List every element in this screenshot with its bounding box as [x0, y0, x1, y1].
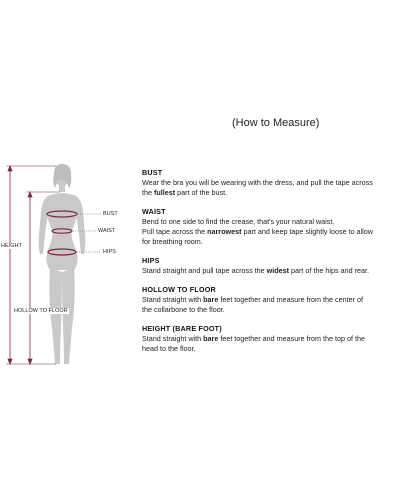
- section-body: [142, 334, 400, 354]
- body-line: [142, 188, 400, 198]
- body-line: [142, 305, 400, 315]
- emphasis-text: fullest: [154, 188, 176, 197]
- section-hips: [142, 256, 400, 276]
- body-text: for breathing room.: [142, 237, 203, 246]
- bust-label: BUST: [103, 211, 118, 217]
- height-label: HEIGHT: [1, 243, 22, 249]
- body-text: head to the floor.: [142, 344, 196, 353]
- body-line: [142, 266, 400, 276]
- body-line: [142, 237, 400, 247]
- section-heading: HEIGHT (BARE FOOT): [142, 324, 222, 333]
- section-waist: [142, 207, 400, 247]
- section-heading: WAIST: [142, 207, 166, 216]
- body-text: Wear the bra you will be wearing with the dress, and pull the tape across: [142, 178, 373, 187]
- waist-label: WAIST: [98, 228, 116, 234]
- body-text: the: [142, 188, 154, 197]
- section-body: [142, 178, 400, 198]
- emphasis-text: bare: [203, 295, 219, 304]
- emphasis-text: bare: [203, 334, 219, 343]
- section-body: [142, 266, 400, 276]
- hips-label: HIPS: [103, 249, 116, 255]
- body-line: [142, 178, 400, 188]
- body-line: [142, 344, 400, 354]
- body-silhouette: [39, 164, 86, 364]
- body-text: feet together and measure from the center of: [218, 295, 363, 304]
- body-text: Stand straight and pull tape across the: [142, 266, 267, 275]
- section-height: [142, 324, 400, 354]
- body-text: Stand straight with: [142, 334, 204, 343]
- measurement-instructions: [142, 168, 400, 363]
- section-heading: HIPS: [142, 256, 160, 265]
- section-body: [142, 217, 400, 247]
- page-title: (How to Measure): [232, 117, 320, 129]
- body-text: Bend to one side to find the crease, that's your natural waist.: [142, 217, 335, 226]
- body-line: [142, 334, 400, 344]
- section-heading: HOLLOW TO FLOOR: [142, 285, 216, 294]
- body-text: Pull tape across the: [142, 227, 208, 236]
- section-bust: [142, 168, 400, 198]
- emphasis-text: narrowest: [207, 227, 242, 236]
- body-text: feet together and measure from the top of the: [218, 334, 365, 343]
- hollow-to-floor-label: HOLLOW TO FLOOR: [14, 308, 68, 314]
- measurement-diagram: [0, 150, 135, 380]
- body-line: [142, 217, 400, 227]
- section-heading: BUST: [142, 168, 163, 177]
- body-silhouette-figure: [0, 150, 135, 380]
- body-line: [142, 227, 400, 237]
- body-text: part and keep tape slightly loose to allow: [241, 227, 373, 236]
- body-line: [142, 295, 400, 305]
- emphasis-text: widest: [266, 266, 290, 275]
- section-body: [142, 295, 400, 315]
- body-text: part of the bust.: [175, 188, 228, 197]
- section-hollow-to-floor: [142, 285, 400, 315]
- body-text: part of the hips and rear.: [289, 266, 369, 275]
- body-text: Stand straight with: [142, 295, 204, 304]
- body-text: the collarbone to the floor.: [142, 305, 225, 314]
